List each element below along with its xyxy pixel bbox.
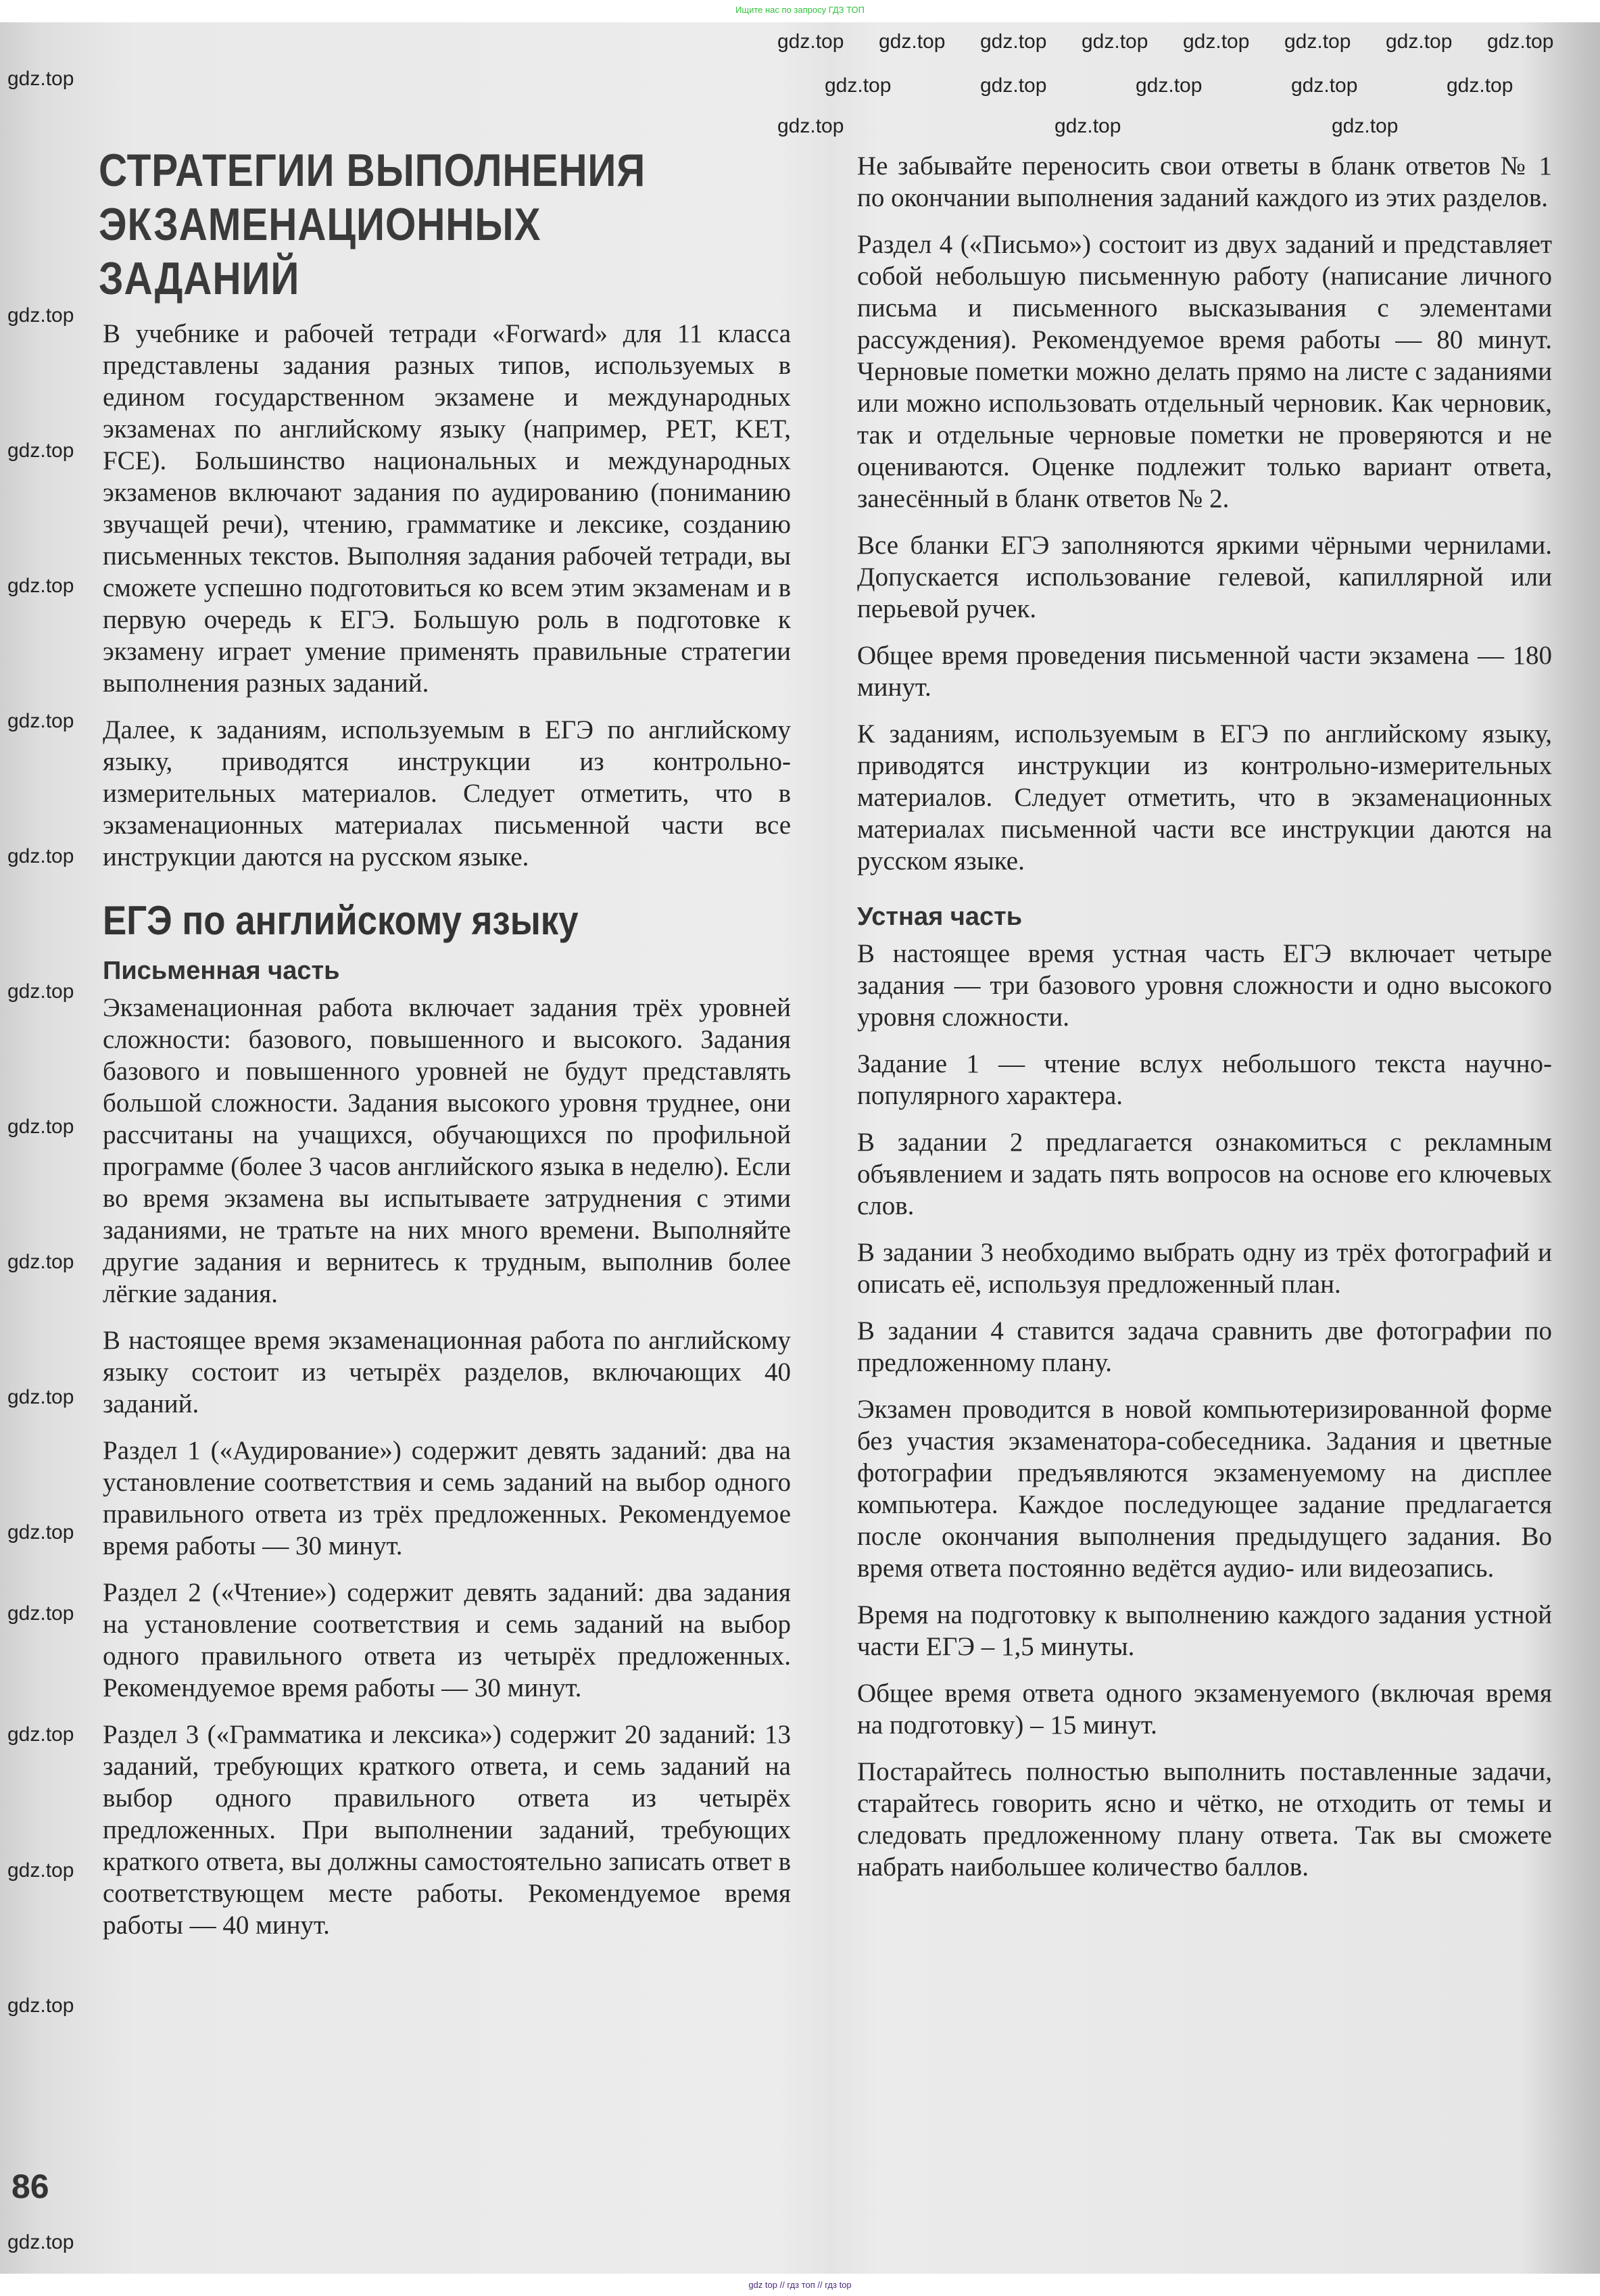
watermark: gdz.top <box>1054 115 1121 137</box>
paragraph: В учебнике и рабочей тетради «Forward» для 11 класса представлены задания разных типов, используемых в едином государственном экзамене и международных экзаменах по английскому языку (например, PET, KET, FCE). Большинство национальных и международных экзаменов включают задания по аудированию (пониманию звучащей речи), чтению, грамматике и лексике, созданию письменных текстов. Выполняя задания рабочей тетради, вы сможете успешно подготовиться ко всем этим экзаменам и в первую очередь к ЕГЭ. Большую роль в подготовке к экзамену играет умение применять правильные стратегии выполнения разных заданий. <box>103 319 791 698</box>
watermark: gdz.top <box>1291 74 1358 97</box>
watermark: gdz.top <box>7 1251 74 1273</box>
watermark: gdz.top <box>1332 115 1399 137</box>
watermark: gdz.top <box>7 1521 74 1544</box>
paragraph: Общее время ответа одного экзаменуемого (включая время на подготовку) – 15 минут. <box>857 1679 1552 1740</box>
watermark: gdz.top <box>825 74 892 97</box>
watermark: gdz.top <box>7 1602 74 1625</box>
watermark: gdz.top <box>7 575 74 597</box>
watermark: gdz.top <box>1447 74 1513 97</box>
subheading-oral: Устная часть <box>857 903 1023 931</box>
page-number: 86 <box>11 2168 49 2205</box>
watermark: gdz.top <box>777 30 844 53</box>
watermark: gdz.top <box>980 74 1047 97</box>
paragraph: Время на подготовку к выполнению каждого задания устной части ЕГЭ – 1,5 минуты. <box>857 1600 1552 1661</box>
footer-watermark: gdz top // гдз топ // гдз top <box>0 2274 1600 2296</box>
title-line: ЗАДАНИЙ <box>99 253 300 304</box>
paragraph: Общее время проведения письменной части экзамена — 180 минут. <box>857 641 1552 702</box>
watermark: gdz.top <box>7 304 74 327</box>
paragraph: В настоящее время экзаменационная работа по английскому языку состоит из четырёх разделов, включающих 40 заданий. <box>103 1326 791 1418</box>
watermark: gdz.top <box>1386 30 1453 53</box>
watermark: gdz.top <box>7 1116 74 1138</box>
paragraph: Все бланки ЕГЭ заполняются яркими чёрными чернилами. Допускается использование гелевой, капиллярной или перьевой ручек. <box>857 531 1552 623</box>
paragraph: Постарайтесь полностью выполнить поставленные задачи, старайтесь говорить ясно и чётко, не отходить от темы и следовать предложенному плану ответа. Так вы сможете набрать наибольшее количество баллов. <box>857 1757 1552 1882</box>
paragraph: Не забывайте переносить свои ответы в бланк ответов № 1 по окончании выполнения заданий каждого из этих разделов. <box>857 151 1552 212</box>
watermark: gdz.top <box>7 1994 74 2017</box>
paragraph: Далее, к заданиям, используемым в ЕГЭ по английскому языку, приводятся инструкции из контрольно-измерительных материалов. Следует отметить, что в экзаменационных материалах письменной части все инструкции даются на русском языке. <box>103 715 791 871</box>
paragraph: Раздел 4 («Письмо») состоит из двух заданий и представляет собой небольшую письменную работу (написание личного письма и письменного высказывания с элементами рассуждения). Рекомендуемое время работы — 80 минут. Черновые пометки можно делать прямо на листе с заданиями или можно использовать отдельный черновик. Как черновик, так и отдельные черновые пометки не проверяются и не оцениваются. Оценке подлежит только вариант ответа, занесённый в бланк ответов № 2. <box>857 230 1552 513</box>
paragraph: Раздел 1 («Аудирование») содержит девять заданий: два на установление соответствия и семь заданий на выбор одного правильного ответа из трёх предложенных. Рекомендуемое время работы — 30 минут. <box>103 1436 791 1560</box>
watermark: gdz.top <box>7 2231 74 2253</box>
paragraph: В задании 4 ставится задача сравнить две фотографии по предложенному плану. <box>857 1316 1552 1377</box>
paragraph: К заданиям, используемым в ЕГЭ по английскому языку, приводятся инструкции из контрольно-измерительных материалов. Следует отметить, что в экзаменационных материалах письменной части все инструкции даются на русском языке. <box>857 719 1552 876</box>
watermark: gdz.top <box>1487 30 1554 53</box>
watermark: gdz.top <box>7 845 74 867</box>
watermark: gdz.top <box>1183 30 1250 53</box>
watermark: gdz.top <box>7 980 74 1003</box>
watermark: gdz.top <box>1136 74 1203 97</box>
paragraph: Раздел 3 («Грамматика и лексика») содержит 20 заданий: 13 заданий, требующих краткого ответа, и семь заданий на выбор одного правильного ответа из четырёх предложенных. При выполнении заданий, требующих краткого ответа, вы должны самостоятельно записать ответ в соответствующем месте работы. Рекомендуемое время работы — 40 минут. <box>103 1720 791 1940</box>
page-title <box>99 143 680 306</box>
title-line: СТРАТЕГИИ ВЫПОЛНЕНИЯ <box>99 145 646 196</box>
paragraph: В задании 2 предлагается ознакомиться с рекламным объявлением и задать пять вопросов на основе его ключевых слов. <box>857 1128 1552 1220</box>
right-column <box>857 150 1552 1898</box>
watermark: gdz.top <box>7 710 74 732</box>
watermark: gdz.top <box>980 30 1047 53</box>
paragraph: В настоящее время устная часть ЕГЭ включает четыре задания — три базового уровня сложности и одно высокого уровня сложности. <box>857 939 1552 1032</box>
watermark: gdz.top <box>1284 30 1351 53</box>
watermark: gdz.top <box>7 439 74 462</box>
section-heading: ЕГЭ по английскому языку <box>103 898 579 943</box>
watermark: gdz.top <box>7 1723 74 1746</box>
watermark: gdz.top <box>7 1859 74 1882</box>
paragraph: Экзамен проводится в новой компьютеризированной форме без участия экзаменатора-собеседника. Задания и цветные фотографии предъявляются экзаменуемому на дисплее компьютера. Каждое последующее задание предлагается после окончания выполнения предыдущего задания. Во время ответа постоянно ведётся аудио- или видеозапись. <box>857 1395 1552 1583</box>
title-line: ЭКЗАМЕНАЦИОННЫХ <box>99 199 541 250</box>
paragraph: В задании 3 необходимо выбрать одну из трёх фотографий и описать её, используя предложенный план. <box>857 1238 1552 1299</box>
watermark: gdz.top <box>7 68 74 90</box>
search-banner: Ищите нас по запросу ГДЗ ТОП <box>0 0 1600 22</box>
paragraph: Задание 1 — чтение вслух небольшого текста научно-популярного характера. <box>857 1049 1552 1110</box>
watermark: gdz.top <box>7 1386 74 1408</box>
paragraph: Раздел 2 («Чтение») содержит девять заданий: два задания на установление соответствия и семь заданий на выбор одного правильного ответа из четырёх предложенных. Рекомендуемое время работы — 30 минут. <box>103 1578 791 1702</box>
watermark: gdz.top <box>1082 30 1148 53</box>
left-column <box>103 318 791 1956</box>
paragraph: Экзаменационная работа включает задания трёх уровней сложности: базового, повышенного и высокого. Задания базового и повышенного уровней не будут представлять большой сложности. Задания высокого уровня труднее, они рассчитаны на учащихся, обучающихся по профильной программе (более 3 часов английского языка в неделю). Если во время экзамена вы испытываете затруднения с этими заданиями, не тратьте на них много времени. Выполняйте другие задания и вернитесь к трудным, выполнив более лёгкие задания. <box>103 993 791 1308</box>
watermark: gdz.top <box>777 115 844 137</box>
watermark: gdz.top <box>879 30 946 53</box>
subheading-written: Письменная часть <box>103 957 340 985</box>
